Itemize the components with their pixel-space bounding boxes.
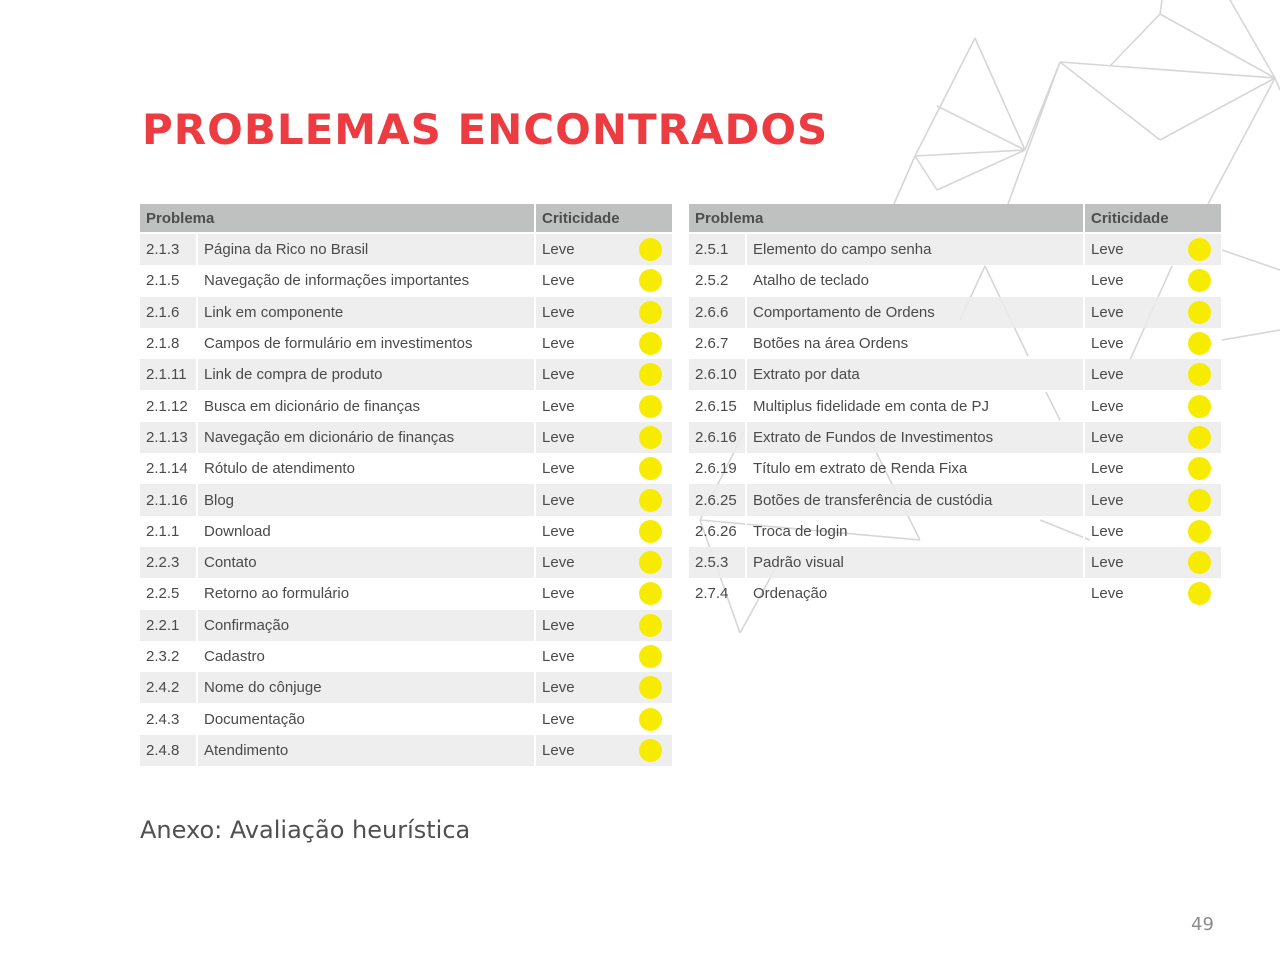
criticality-indicator-icon (639, 739, 662, 762)
table-row (140, 610, 672, 641)
table-row (140, 641, 672, 672)
criticality-label: Leve (542, 303, 575, 321)
criticality-cell (1085, 265, 1221, 296)
criticality-label: Leve (542, 335, 575, 353)
criticality-indicator-icon (639, 426, 662, 449)
problem-id: 2.4.2 (140, 672, 198, 703)
criticality-cell (536, 547, 672, 578)
criticality-label: Leve (542, 648, 575, 665)
table-row (689, 422, 1221, 453)
criticality-indicator-icon (639, 676, 662, 699)
criticality-cell (1085, 484, 1221, 515)
criticality-cell (536, 422, 672, 453)
table-row (140, 453, 672, 484)
criticality-cell (536, 516, 672, 547)
problem-description: Blog (198, 484, 536, 515)
table-row (689, 390, 1221, 421)
table-row (140, 547, 672, 578)
table-row (140, 390, 672, 421)
table-row (689, 547, 1221, 578)
problem-description: Campos de formulário em investimentos (198, 328, 536, 359)
criticality-label: Leve (542, 428, 575, 446)
criticality-indicator-icon (639, 582, 662, 605)
problem-description: Navegação em dicionário de finanças (198, 422, 536, 453)
table-row (689, 484, 1221, 515)
criticality-indicator-icon (639, 708, 662, 731)
problem-description: Rótulo de atendimento (198, 453, 536, 484)
problem-description: Confirmação (198, 610, 536, 641)
criticality-indicator-icon (639, 645, 662, 668)
problem-description: Troca de login (747, 516, 1085, 547)
problem-id: 2.6.7 (689, 328, 747, 359)
problem-description: Contato (198, 547, 536, 578)
criticality-cell (1085, 359, 1221, 390)
criticality-indicator-icon (1188, 489, 1211, 512)
table-row (689, 328, 1221, 359)
criticality-indicator-icon (639, 551, 662, 574)
problem-description: Ordenação (747, 578, 1085, 609)
problem-description: Atendimento (198, 735, 536, 766)
problem-id: 2.2.1 (140, 610, 198, 641)
criticality-label: Leve (1091, 522, 1124, 540)
criticality-indicator-icon (1188, 238, 1211, 261)
criticality-label: Leve (1091, 366, 1124, 384)
criticality-label: Leve (1091, 397, 1124, 415)
criticality-label: Leve (1091, 491, 1124, 509)
problem-id: 2.6.15 (689, 390, 747, 421)
table-row (140, 484, 672, 515)
criticality-cell (536, 735, 672, 766)
criticality-label: Leve (542, 491, 575, 509)
criticality-label: Leve (542, 710, 575, 728)
criticality-indicator-icon (1188, 520, 1211, 543)
problem-description: Extrato por data (747, 359, 1085, 390)
problem-id: 2.5.2 (689, 265, 747, 296)
criticality-cell (536, 672, 672, 703)
criticality-cell (536, 390, 672, 421)
problem-id: 2.7.4 (689, 578, 747, 609)
problem-description: Link em componente (198, 297, 536, 328)
slide-title: PROBLEMAS ENCONTRADOS (142, 105, 829, 154)
criticality-cell (536, 328, 672, 359)
criticality-indicator-icon (1188, 301, 1211, 324)
criticality-indicator-icon (1188, 363, 1211, 386)
criticality-indicator-icon (639, 363, 662, 386)
criticality-indicator-icon (1188, 395, 1211, 418)
problem-description: Extrato de Fundos de Investimentos (747, 422, 1085, 453)
criticality-indicator-icon (1188, 551, 1211, 574)
problem-id: 2.1.16 (140, 484, 198, 515)
problem-id: 2.6.16 (689, 422, 747, 453)
criticality-label: Leve (542, 554, 575, 572)
criticality-indicator-icon (639, 614, 662, 637)
criticality-indicator-icon (639, 489, 662, 512)
problem-id: 2.6.19 (689, 453, 747, 484)
header-criticality: Criticidade (1085, 204, 1221, 234)
criticality-label: Leve (542, 366, 575, 384)
criticality-cell (1085, 453, 1221, 484)
problem-description: Título em extrato de Renda Fixa (747, 453, 1085, 484)
table-row (140, 328, 672, 359)
criticality-cell (536, 641, 672, 672)
criticality-label: Leve (542, 272, 575, 290)
criticality-label: Leve (542, 616, 575, 634)
table-row (689, 359, 1221, 390)
criticality-cell (536, 703, 672, 734)
problem-description: Botões na área Ordens (747, 328, 1085, 359)
criticality-label: Leve (542, 241, 575, 259)
problem-id: 2.1.13 (140, 422, 198, 453)
criticality-label: Leve (542, 397, 575, 415)
table-row (689, 578, 1221, 609)
problem-id: 2.6.10 (689, 359, 747, 390)
problem-id: 2.4.3 (140, 703, 198, 734)
criticality-cell (1085, 578, 1221, 609)
criticality-label: Leve (1091, 585, 1124, 603)
criticality-cell (536, 484, 672, 515)
problem-id: 2.1.3 (140, 234, 198, 265)
criticality-indicator-icon (1188, 582, 1211, 605)
criticality-indicator-icon (639, 332, 662, 355)
problem-id: 2.1.1 (140, 516, 198, 547)
page-number: 49 (1191, 914, 1214, 935)
problem-id: 2.4.8 (140, 735, 198, 766)
problem-id: 2.1.6 (140, 297, 198, 328)
table-row (689, 297, 1221, 328)
problem-id: 2.6.25 (689, 484, 747, 515)
criticality-indicator-icon (639, 457, 662, 480)
criticality-label: Leve (542, 460, 575, 478)
criticality-cell (536, 359, 672, 390)
criticality-label: Leve (542, 741, 575, 759)
criticality-label: Leve (1091, 303, 1124, 321)
criticality-label: Leve (1091, 335, 1124, 353)
table-row (140, 422, 672, 453)
annex-caption: Anexo: Avaliação heurística (140, 816, 471, 844)
criticality-cell (1085, 234, 1221, 265)
table-header-row (140, 204, 672, 234)
criticality-label: Leve (1091, 554, 1124, 572)
issues-table-right (689, 204, 1221, 610)
table-row (689, 234, 1221, 265)
table-row (140, 735, 672, 766)
problem-id: 2.6.6 (689, 297, 747, 328)
table-row (689, 516, 1221, 547)
problem-id: 2.2.5 (140, 578, 198, 609)
criticality-cell (1085, 547, 1221, 578)
problem-description: Busca em dicionário de finanças (198, 390, 536, 421)
problem-id: 2.6.26 (689, 516, 747, 547)
problem-description: Download (198, 516, 536, 547)
problem-description: Nome do cônjuge (198, 672, 536, 703)
criticality-cell (536, 578, 672, 609)
table-row (140, 265, 672, 296)
problem-id: 2.1.8 (140, 328, 198, 359)
problem-id: 2.1.12 (140, 390, 198, 421)
table-row (689, 265, 1221, 296)
table-row (140, 234, 672, 265)
table-row (140, 578, 672, 609)
problem-description: Navegação de informações importantes (198, 265, 536, 296)
problem-id: 2.1.14 (140, 453, 198, 484)
criticality-cell (1085, 390, 1221, 421)
problem-id: 2.1.5 (140, 265, 198, 296)
criticality-indicator-icon (1188, 426, 1211, 449)
criticality-label: Leve (1091, 241, 1124, 259)
header-problem: Problema (140, 204, 536, 234)
problem-description: Documentação (198, 703, 536, 734)
criticality-label: Leve (542, 585, 575, 603)
header-criticality: Criticidade (536, 204, 672, 234)
problem-description: Link de compra de produto (198, 359, 536, 390)
criticality-label: Leve (1091, 460, 1124, 478)
criticality-indicator-icon (1188, 457, 1211, 480)
problem-description: Elemento do campo senha (747, 234, 1085, 265)
problem-description: Multiplus fidelidade em conta de PJ (747, 390, 1085, 421)
table-row (689, 453, 1221, 484)
table-row (140, 672, 672, 703)
criticality-cell (536, 234, 672, 265)
criticality-cell (1085, 297, 1221, 328)
problem-id: 2.5.1 (689, 234, 747, 265)
table-row (140, 359, 672, 390)
criticality-label: Leve (1091, 428, 1124, 446)
header-problem: Problema (689, 204, 1085, 234)
problem-description: Página da Rico no Brasil (198, 234, 536, 265)
problem-id: 2.1.11 (140, 359, 198, 390)
criticality-label: Leve (542, 679, 575, 697)
criticality-indicator-icon (1188, 269, 1211, 292)
problem-description: Cadastro (198, 641, 536, 672)
problem-description: Botões de transferência de custódia (747, 484, 1085, 515)
criticality-cell (1085, 422, 1221, 453)
criticality-indicator-icon (1188, 332, 1211, 355)
problem-description: Retorno ao formulário (198, 578, 536, 609)
problem-description: Comportamento de Ordens (747, 297, 1085, 328)
criticality-indicator-icon (639, 269, 662, 292)
criticality-cell (536, 297, 672, 328)
problem-id: 2.2.3 (140, 547, 198, 578)
table-row (140, 297, 672, 328)
problem-description: Atalho de teclado (747, 265, 1085, 296)
criticality-indicator-icon (639, 395, 662, 418)
problem-id: 2.3.2 (140, 641, 198, 672)
criticality-indicator-icon (639, 301, 662, 324)
criticality-cell (1085, 516, 1221, 547)
table-row (140, 516, 672, 547)
criticality-label: Leve (1091, 272, 1124, 290)
criticality-cell (1085, 328, 1221, 359)
criticality-indicator-icon (639, 520, 662, 543)
issues-table-left (140, 204, 672, 766)
table-row (140, 703, 672, 734)
table-header-row (689, 204, 1221, 234)
criticality-label: Leve (542, 522, 575, 540)
criticality-cell (536, 610, 672, 641)
problem-description: Padrão visual (747, 547, 1085, 578)
criticality-cell (536, 265, 672, 296)
criticality-indicator-icon (639, 238, 662, 261)
criticality-cell (536, 453, 672, 484)
problem-id: 2.5.3 (689, 547, 747, 578)
